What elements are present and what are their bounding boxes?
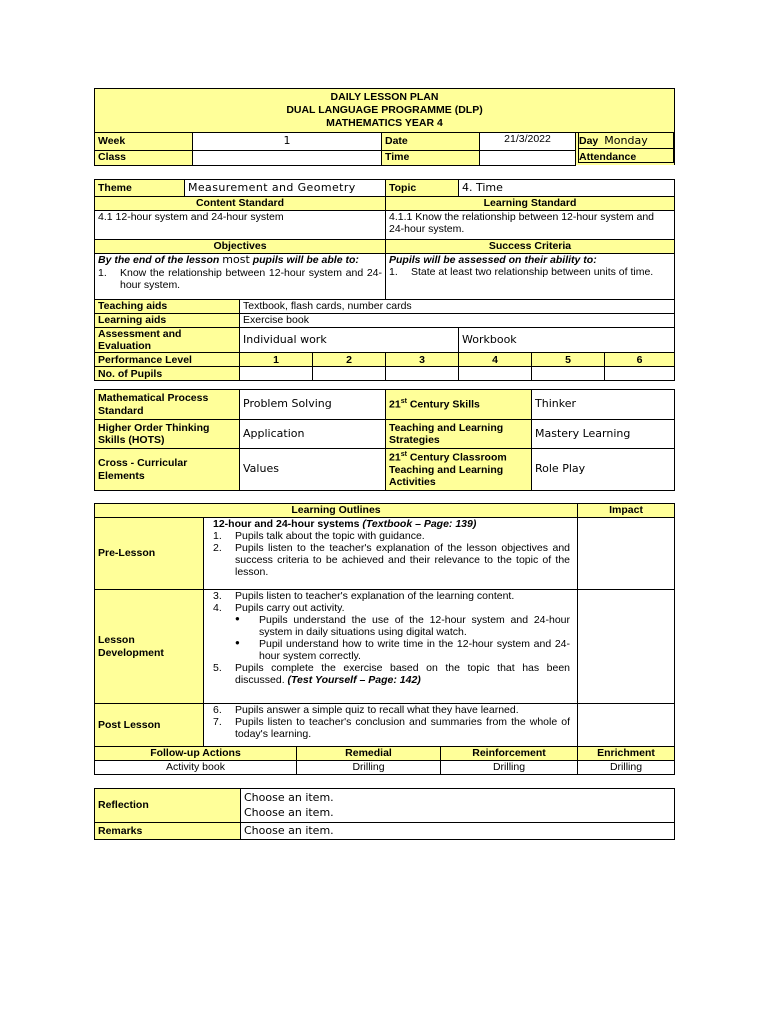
post-lesson-content[interactable]: 6. Pupils answer a simple quiz to recall what they have learned. 7. Pupils listen to teacher's conclusion and summaries from the whole of today's learning. <box>204 704 578 747</box>
assessment-value-2[interactable]: Workbook <box>459 328 675 353</box>
reflection-value[interactable] <box>241 789 675 823</box>
pre-lesson-label: Pre-Lesson <box>95 518 204 590</box>
assessment-label: Assessment and Evaluation <box>95 328 240 353</box>
pre-lesson-title: 12-hour and 24-hour systems <box>213 518 363 530</box>
post-lesson-impact[interactable] <box>578 704 675 747</box>
objectives-label: Objectives <box>95 240 386 254</box>
teaching-aids-value[interactable]: Textbook, flash cards, number cards <box>240 300 675 314</box>
pupils-count-6[interactable] <box>605 367 675 381</box>
learning-standard-value[interactable]: 4.1.1 Know the relationship between 12-hour system and 24-hour system. <box>386 211 675 240</box>
learning-standard-label: Learning Standard <box>386 197 675 211</box>
step-3: Pupils listen to teacher's explanation of the learning content. <box>235 590 515 602</box>
remedial-label: Remedial <box>297 747 441 761</box>
enrichment-label: Enrichment <box>578 747 675 761</box>
pupils-count-4[interactable] <box>459 367 532 381</box>
remarks-label: Remarks <box>95 823 241 840</box>
step-4: Pupils carry out activity. <box>235 602 345 615</box>
performance-level-1: 1 <box>240 353 313 367</box>
hots-value[interactable]: Application <box>240 420 386 449</box>
objective-1: Know the relationship between 12-hour system and 24-hour system. <box>120 266 382 291</box>
lesson-details-table <box>94 179 675 381</box>
content-standard-label: Content Standard <box>95 197 386 211</box>
time-label: Time <box>382 150 480 165</box>
success-criteria-label: Success Criteria <box>386 240 675 254</box>
class-value[interactable] <box>193 150 382 165</box>
hots-label: Higher Order Thinking Skills (HOTS) <box>95 420 240 449</box>
pupils-count-1[interactable] <box>240 367 313 381</box>
learning-aids-label: Learning aids <box>95 314 240 328</box>
theme-value[interactable]: Measurement and Geometry <box>185 180 386 197</box>
performance-level-2: 2 <box>313 353 386 367</box>
performance-label: Performance Level <box>95 353 240 367</box>
step-5-ref: (Test Yourself – Page: 142) <box>287 674 421 687</box>
mps-value[interactable]: Problem Solving <box>240 390 386 420</box>
pupils-count-5[interactable] <box>532 367 605 381</box>
pupils-count-3[interactable] <box>386 367 459 381</box>
date-label: Date <box>382 133 480 151</box>
performance-level-5: 5 <box>532 353 605 367</box>
success-1: State at least two relationship between units of time. <box>411 266 654 279</box>
reflection-table <box>94 788 675 840</box>
reinforcement-value[interactable]: Drilling <box>441 761 578 775</box>
day-label: Day <box>576 133 675 150</box>
week-value[interactable]: 1 <box>193 133 382 151</box>
bullet-2: Pupil understand how to write time in the 12-hour system and 24-hour system correctly. <box>259 638 571 663</box>
impact-label: Impact <box>578 504 675 518</box>
performance-level-6: 6 <box>605 353 675 367</box>
mps-label: Mathematical Process Standard <box>95 390 240 420</box>
plan-title <box>95 89 675 133</box>
teaching-aids-label: Teaching aids <box>95 300 240 314</box>
topic-label: Topic <box>386 180 459 197</box>
remedial-value[interactable]: Drilling <box>297 761 441 775</box>
classroom-activities-label: 21st Century Classroom Teaching and Learning Activities <box>386 449 532 491</box>
remarks-choice[interactable]: Choose an item. <box>241 823 675 840</box>
objectives-intro-b: pupils will be able to: <box>249 254 359 266</box>
success-intro: Pupils will be assessed on their ability to: <box>389 254 597 266</box>
success-number: 1. <box>389 266 398 279</box>
follow-up-value[interactable]: Activity book <box>95 761 297 775</box>
learning-aids-value[interactable]: Exercise book <box>240 314 675 328</box>
reflection-label: Reflection <box>95 789 241 823</box>
cce-value[interactable]: Values <box>240 449 386 491</box>
objectives-intro-most: most <box>222 253 250 266</box>
time-value[interactable] <box>480 150 576 165</box>
cce-label: Cross - Curricular Elements <box>95 449 240 491</box>
day-value[interactable]: Monday <box>578 132 674 149</box>
lesson-development-impact[interactable] <box>578 590 675 704</box>
attendance-label: Attendance <box>576 150 675 165</box>
classroom-activities-value[interactable]: Role Play <box>532 449 675 491</box>
title-line-3: MATHEMATICS YEAR 4 <box>326 117 443 130</box>
bullet-icon: ● <box>235 614 240 624</box>
objective-number: 1. <box>98 266 107 279</box>
reflection-choice-2[interactable]: Choose an item. <box>244 805 334 819</box>
attendance-value[interactable] <box>578 148 674 163</box>
step-5: Pupils complete the exercise based on the topic that has been discussed. <box>235 662 571 687</box>
step-1: Pupils talk about the topic with guidance. <box>235 530 425 543</box>
assessment-value-1[interactable]: Individual work <box>240 328 459 353</box>
step-2: Pupils listen to the teacher's explanation of the lesson objectives and success criteria to be achieved and their relevance to the topic of the lesson. <box>235 542 571 579</box>
objectives-cell[interactable] <box>95 254 386 300</box>
performance-level-3: 3 <box>386 353 459 367</box>
performance-level-4: 4 <box>459 353 532 367</box>
content-standard-value[interactable]: 4.1 12-hour system and 24-hour system <box>95 211 386 240</box>
reinforcement-label: Reinforcement <box>441 747 578 761</box>
learning-outlines-label: Learning Outlines <box>95 504 578 518</box>
bullet-icon: ● <box>235 638 240 648</box>
theme-label: Theme <box>95 180 185 197</box>
week-label: Week <box>95 133 193 151</box>
bullet-1: Pupils understand the use of the 12-hour system and 24-hour system in daily situations using digital watch. <box>259 614 571 639</box>
step-7: Pupils listen to teacher's conclusion and summaries from the whole of today's learning. <box>235 716 571 741</box>
lesson-development-content[interactable]: 3. Pupils listen to teacher's explanation of the learning content. 4. Pupils carry out activity. ● Pupils understand the use of the 12-hour system and 24-hour system in daily situations using digital watch. ● Pupil understand how to write time in the 12-hour system and 24-hour system correctly. 5. Pupils complete the exercise based on the topic that has been discussed. (Test Yourself – Page: 142) <box>204 590 578 704</box>
pre-lesson-impact[interactable] <box>578 518 675 590</box>
date-value[interactable]: 21/3/2022 <box>480 133 576 151</box>
pre-lesson-content[interactable]: 12-hour and 24-hour systems (Textbook – Page: 139) 1. Pupils talk about the topic with guidance. 2. Pupils listen to the teacher's explanation of the lesson objectives and success criteria to be achieved and their relevance to the topic of the lesson. <box>204 518 578 590</box>
tls-label: Teaching and Learning Strategies <box>386 420 532 449</box>
skills-table <box>94 389 675 491</box>
lesson-development-label: Lesson Development <box>95 590 204 704</box>
reflection-choice-1[interactable]: Choose an item. <box>244 791 334 805</box>
objectives-intro-a: By the end of the lesson <box>98 254 223 266</box>
enrichment-value[interactable]: Drilling <box>578 761 675 775</box>
pre-lesson-ref: (Textbook – Page: 139) <box>362 518 477 530</box>
century-skills-label: 21st Century Skills <box>386 390 532 420</box>
pupils-count-2[interactable] <box>313 367 386 381</box>
title-line-1: DAILY LESSON PLAN <box>330 90 439 103</box>
title-line-2: DUAL LANGUAGE PROGRAMME (DLP) <box>286 103 483 116</box>
learning-outlines-table <box>94 503 675 775</box>
class-label: Class <box>95 150 193 165</box>
topic-value[interactable]: 4. Time <box>459 180 675 197</box>
post-lesson-label: Post Lesson <box>95 704 204 747</box>
pupils-label: No. of Pupils <box>95 367 240 381</box>
century-skills-value[interactable]: Thinker <box>532 390 675 420</box>
follow-up-label: Follow-up Actions <box>95 747 297 761</box>
success-criteria-cell[interactable] <box>386 254 675 300</box>
tls-value[interactable]: Mastery Learning <box>532 420 675 449</box>
step-6: Pupils answer a simple quiz to recall what they have learned. <box>235 704 519 716</box>
